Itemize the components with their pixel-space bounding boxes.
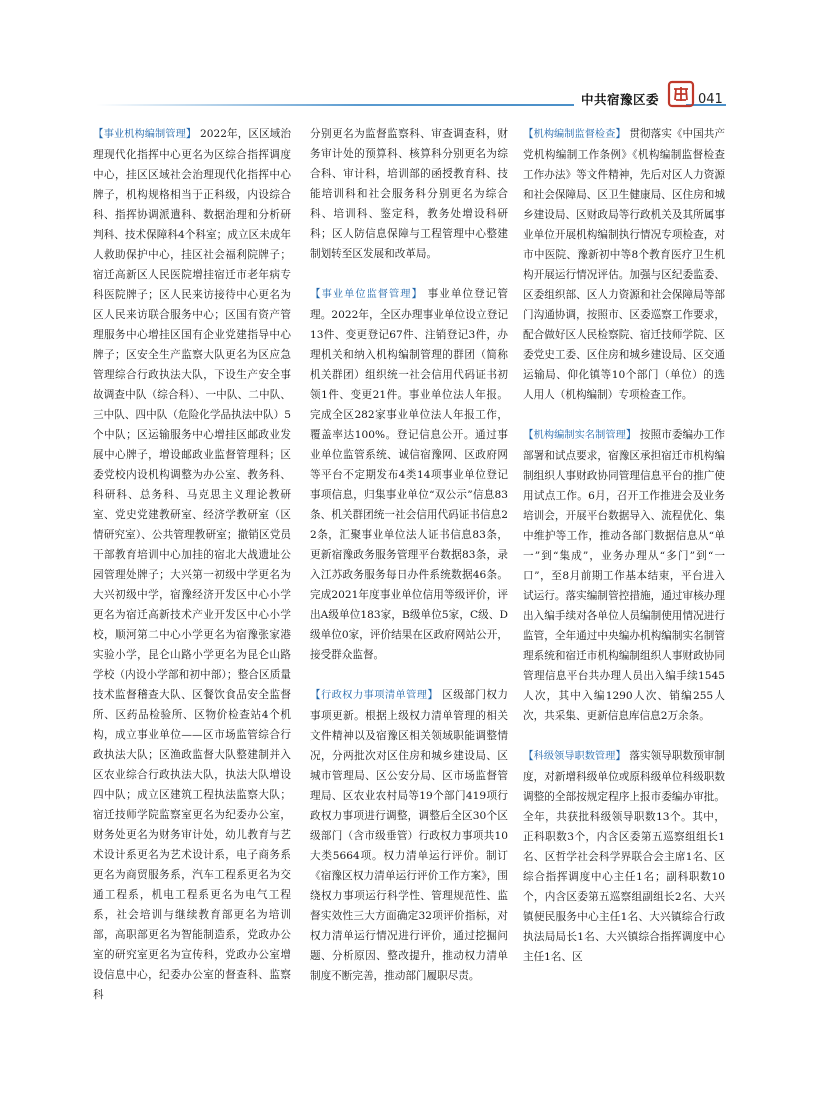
- running-header-title: 中共宿豫区委: [581, 92, 660, 107]
- section-heading: 行政权力事项清单管理: [321, 690, 428, 701]
- section-heading: 科级领导职数管理: [533, 751, 616, 762]
- seal-logo-icon: [667, 80, 695, 108]
- section-heading: 机构编制监督检查: [533, 129, 616, 140]
- section-body: 分别更名为监督监察科、审查调查科，财务审计处的预算科、核算科分别更名为综合科、审计科，培训部的函授教育科、技能培训科和社会服务科分别更名为综合科、培训科、鉴定科，教务处增设科研科；区人防信息保障与工程管理中心整建制划转至区发展和改革局。: [310, 128, 508, 260]
- section-heading: 事业单位监督管理: [321, 289, 412, 300]
- text-column-2: [310, 124, 508, 1084]
- section-heading: 机构编制实名制管理: [533, 430, 626, 441]
- section-paragraph: 【事业机构编制管理】 2022年，区区域治理现代化指挥中心更名为区综合指挥调度中心，挂区区域社会治理现代化指挥中心牌子，机构规格相当于正科级，内设综合科、指挥协调派遣科、数据治理和分析研判科、技术保障科4个科室；成立区未成年人救助保护中心，挂区社会福利院牌子；宿迁高新区人民医院增挂宿迁市老年病专科医院牌子；区人民来访接待中心更名为区人民来访联合服务中心；区国有资产管理服务中心增挂区国有企业党建指导中心牌子；区安全生产监察大队更名为区应急管理综合行政执法大队，下设生产安全事故调查中队（综合科）、一中队、二中队、三中队、四中队（危险化学品执法中队）5个中队；区运输服务中心增挂区邮政业发展中心牌子，增设邮政业监督管理科；区委党校内设机构调整为办公室、教务科、科研科、总务科、马克思主义理论教研室、党史党建教研室、经济学教研室（区情研究室）、公共管理教研室；撤销区党员干部教育培训中心加挂的宿北大战遗址公园管理处牌子；大兴第一初级中学更名为大兴初级中学，宿豫经济开发区中心小学更名为宿迁高新技术产业开发区中心小学校，顺河第二中心小学更名为宿豫张家港实验小学，昆仑山路小学更名为昆仑山路学校（内设小学部和初中部）；整合区质量技术监督稽查大队、区餐饮食品安全监督所、区药品检验所、区物价检查站4个机构，成立事业单位——区市场监管综合行政执法大队；区渔政监督大队整建制并入区农业综合行政执法大队，执法大队增设四中队；成立区建筑工程执法监察大队；宿迁技师学院监察室更名为纪委办公室，财务处更名为财务审计处，幼儿教育与艺术设计系更名为艺术设计系，电子商务系更名为商贸服务系，汽车工程系更名为交通工程系，机电工程系更名为电气工程系，社会培训与继续教育部更名为培训部，高职部更名为智能制造系，党政办公室的研究室更名为宣传科，党政办公室增设信息中心，纪委办公室的督查科、监察科: [93, 128, 291, 1001]
- section-body: 2022年，区区域治理现代化指挥中心更名为区综合指挥调度中心，挂区区域社会治理现代化指挥中心牌子，机构规格相当于正科级，内设综合科、指挥协调派遣科、数据治理和分析研判科、技术保障科4个科室；成立区未成年人救助保护中心，挂区社会福利院牌子；宿迁高新区人民医院增挂宿迁市老年病专科医院牌子；区人民来访接待中心更名为区人民来访联合服务中心；区国有资产管理服务中心增挂区国有企业党建指导中心牌子；区安全生产监察大队更名为区应急管理综合行政执法大队，下设生产安全事故调查中队（综合科）、一中队、二中队、三中队、四中队（危险化学品执法中队）5个中队；区运输服务中心增挂区邮政业发展中心牌子，增设邮政业监督管理科；区委党校内设机构调整为办公室、教务科、科研科、总务科、马克思主义理论教研室、党史党建教研室、经济学教研室（区情研究室）、公共管理教研室；撤销区党员干部教育培训中心加挂的宿北大战遗址公园管理处牌子；大兴第一初级中学更名为大兴初级中学，宿豫经济开发区中心小学更名为宿迁高新技术产业开发区中心小学校，顺河第二中心小学更名为宿豫张家港实验小学，昆仑山路小学更名为昆仑山路学校（内设小学部和初中部）；整合区质量技术监督稽查大队、区餐饮食品安全监督所、区药品检验所、区物价检查站4个机构，成立事业单位——区市场监管综合行政执法大队；区渔政监督大队整建制并入区农业综合行政执法大队，执法大队增设四中队；成立区建筑工程执法监察大队；宿迁技师学院监察室更名为纪委办公室，财务处更名为财务审计处，幼儿教育与艺术设计系更名为艺术设计系，电子商务系更名为商贸服务系，汽车工程系更名为交通工程系，机电工程系更名为电气工程系，社会培训与继续教育部更名为培训部，高职部更名为智能制造系，党政办公室的研究室更名为宣传科，党政办公室增设信息中心，纪委办公室的督查科、监察科: [93, 128, 291, 1001]
- section-body: 落实领导职数预审制度，对新增科级单位或原科级单位科级职数调整的全部按规定程序上报市委编办审批。全年，共获批科级领导职数13个。其中，正科职数3个，内含区委第五巡察组组长1名、区哲学社会科学界联合会主席1名、区综合指挥调度中心主任1名；副科职数10个，内含区委第五巡察组副组长2名、大兴镇便民服务中心主任1名、大兴镇综合行政执法局局长1名、大兴镇综合指挥调度中心主任1名、区: [523, 750, 725, 963]
- section-body: 事业单位登记管理。2022年，全区办理事业单位设立登记13件、变更登记67件、注销登记3件，办理机关和纳入机构编制管理的群团（简称机关群团）组织统一社会信用代码证书初领1件、变更21件。事业单位法人年报。完成全区282家事业单位法人年报工作，覆盖率达100%。登记信息公开。通过事业单位监管系统、诚信宿豫网、区政府网等平台不定期发布4类14项事业单位登记事项信息，归集事业单位“双公示”信息83条、机关群团统一社会信用代码证书信息22条，汇聚事业单位法人证书信息83条，更新宿豫政务服务管理平台数据83条，录入江苏政务服务每日办件系统数据46条。完成2021年度事业单位信用等级评价，评出A级单位183家，B级单位5家，C级、D级单位0家，评价结果在区政府网站公开，接受群众监督。: [310, 288, 508, 661]
- header-rule-left: [96, 104, 574, 106]
- text-column-3: [523, 124, 725, 1084]
- section-paragraph: 【科级领导职数管理】 落实领导职数预审制度，对新增科级单位或原科级单位科级职数调整的全部按规定程序上报市委编办审批。全年，共获批科级领导职数13个。其中，正科职数3个，内含区委第五巡察组组长1名、区哲学社会科学界联合会主席1名、区综合指挥调度中心主任1名；副科职数10个，内含区委第五巡察组副组长2名、大兴镇便民服务中心主任1名、大兴镇综合行政执法局局长1名、大兴镇综合指挥调度中心主任1名、区: [523, 750, 725, 963]
- text-column-1: [93, 124, 291, 1084]
- section-paragraph: 【机构编制监督检查】 贯彻落实《中国共产党机构编制工作条例》《机构编制监督检查工作办法》等文件精神，先后对区人力资源和社会保障局、区卫生健康局、区住房和城乡建设局、区财政局等行政机关及其所属事业单位开展机构编制执行情况专项检查，对市中医院、豫新初中等8个教育医疗卫生机构开展运行情况评估。加强与区纪委监委、区委组织部、区人力资源和社会保障局等部门沟通协调，按照市、区委巡察工作要求，配合做好区人民检察院、宿迁技师学院、区委党史工委、区住房和城乡建设局、区交通运输局、仰化镇等10个部门（单位）的选人用人（机构编制）专项检查工作。: [523, 128, 725, 401]
- section-body: 区级部门权力事项更新。根据上级权力清单管理的相关文件精神以及宿豫区相关领域职能调整情况，分两批次对区住房和城乡建设局、区城市管理局、区公安分局、区市场监督管理局、区农业农村局等19个部门419项行政权力事项进行调整，调整后全区30个区级部门（含市级垂管）行政权力事项共10大类5664项。权力清单运行评价。制订《宿豫区权力清单运行评价工作方案》，围绕权力事项运行科学性、管理规范性、监督实效性三大方面确定32项评价指标，对权力清单运行情况进行评价，通过挖掘问题、分析原因、整改提升，推动权力清单制度不断完善，推动部门履职尽责。: [310, 689, 508, 982]
- section-paragraph: 【机构编制实名制管理】 按照市委编办工作部署和试点要求，宿豫区承担宿迁市机构编制组织人事财政协同管理信息平台的推广使用试点工作。6月，召开工作推进会及业务培训会，开展平台数据导入、流程优化、集中维护等工作，推动各部门数据信息从“单一”到“集成”，业务办理从“多门”到“一口”，至8月前期工作基本结束，平台进入试运行。落实编制管控措施，通过审核办理出入编手续对各单位人员编制使用情况进行监管，全年通过中央编办机构编制实名制管理系统和宿迁市机构编制组织人事财政协同管理信息平台共办理人员出入编手续1545人次，其中入编1290人次、销编255人次，共采集、更新信息库信息2万余条。: [523, 429, 725, 722]
- section-paragraph: 【行政权力事项清单管理】 区级部门权力事项更新。根据上级权力清单管理的相关文件精神以及宿豫区相关领域职能调整情况，分两批次对区住房和城乡建设局、区城市管理局、区公安分局、区市场监督管理局、区农业农村局等19个部门419项行政权力事项进行调整，调整后全区30个区级部门（含市级垂管）行政权力事项共10大类5664项。权力清单运行评价。制订《宿豫区权力清单运行评价工作方案》，围绕权力事项运行科学性、管理规范性、监督实效性三大方面确定32项评价指标，对权力清单运行情况进行评价，通过挖掘问题、分析原因、整改提升，推动权力清单制度不断完善，推动部门履职尽责。: [310, 689, 508, 982]
- page-number: 041: [698, 92, 723, 107]
- section-body: 贯彻落实《中国共产党机构编制工作条例》《机构编制监督检查工作办法》等文件精神，先后对区人力资源和社会保障局、区卫生健康局、区住房和城乡建设局、区财政局等行政机关及其所属事业单位开展机构编制执行情况专项检查，对市中医院、豫新初中等8个教育医疗卫生机构开展运行情况评估。加强与区纪委监委、区委组织部、区人力资源和社会保障局等部门沟通协调，按照市、区委巡察工作要求，配合做好区人民检察院、宿迁技师学院、区委党史工委、区住房和城乡建设局、区交通运输局、仰化镇等10个部门（单位）的选人用人（机构编制）专项检查工作。: [523, 128, 725, 401]
- section-paragraph: 【事业单位监督管理】 事业单位登记管理。2022年，全区办理事业单位设立登记13件、变更登记67件、注销登记3件，办理机关和纳入机构编制管理的群团（简称机关群团）组织统一社会信用代码证书初领1件、变更21件。事业单位法人年报。完成全区282家事业单位法人年报工作，覆盖率达100%。登记信息公开。通过事业单位监管系统、诚信宿豫网、区政府网等平台不定期发布4类14项事业单位登记事项信息，归集事业单位“双公示”信息83条、机关群团统一社会信用代码证书信息22条，汇聚事业单位法人证书信息83条，更新宿豫政务服务管理平台数据83条，录入江苏政务服务每日办件系统数据46条。完成2021年度事业单位信用等级评价，评出A级单位183家，B级单位5家，C级、D级单位0家，评价结果在区政府网站公开，接受群众监督。: [310, 288, 508, 661]
- continued-paragraph: [310, 124, 508, 264]
- section-body: 按照市委编办工作部署和试点要求，宿豫区承担宿迁市机构编制组织人事财政协同管理信息平台的推广使用试点工作。6月，召开工作推进会及业务培训会，开展平台数据导入、流程优化、集中维护等工作，推动各部门数据信息从“单一”到“集成”，业务办理从“多门”到“一口”，至8月前期工作基本结束，平台进入试运行。落实编制管控措施，通过审核办理出入编手续对各单位人员编制使用情况进行监管，全年通过中央编办机构编制实名制管理系统和宿迁市机构编制组织人事财政协同管理信息平台共办理人员出入编手续1545人次，其中入编1290人次、销编255人次，共采集、更新信息库信息2万余条。: [523, 429, 725, 722]
- section-heading: 事业机构编制管理: [103, 129, 186, 140]
